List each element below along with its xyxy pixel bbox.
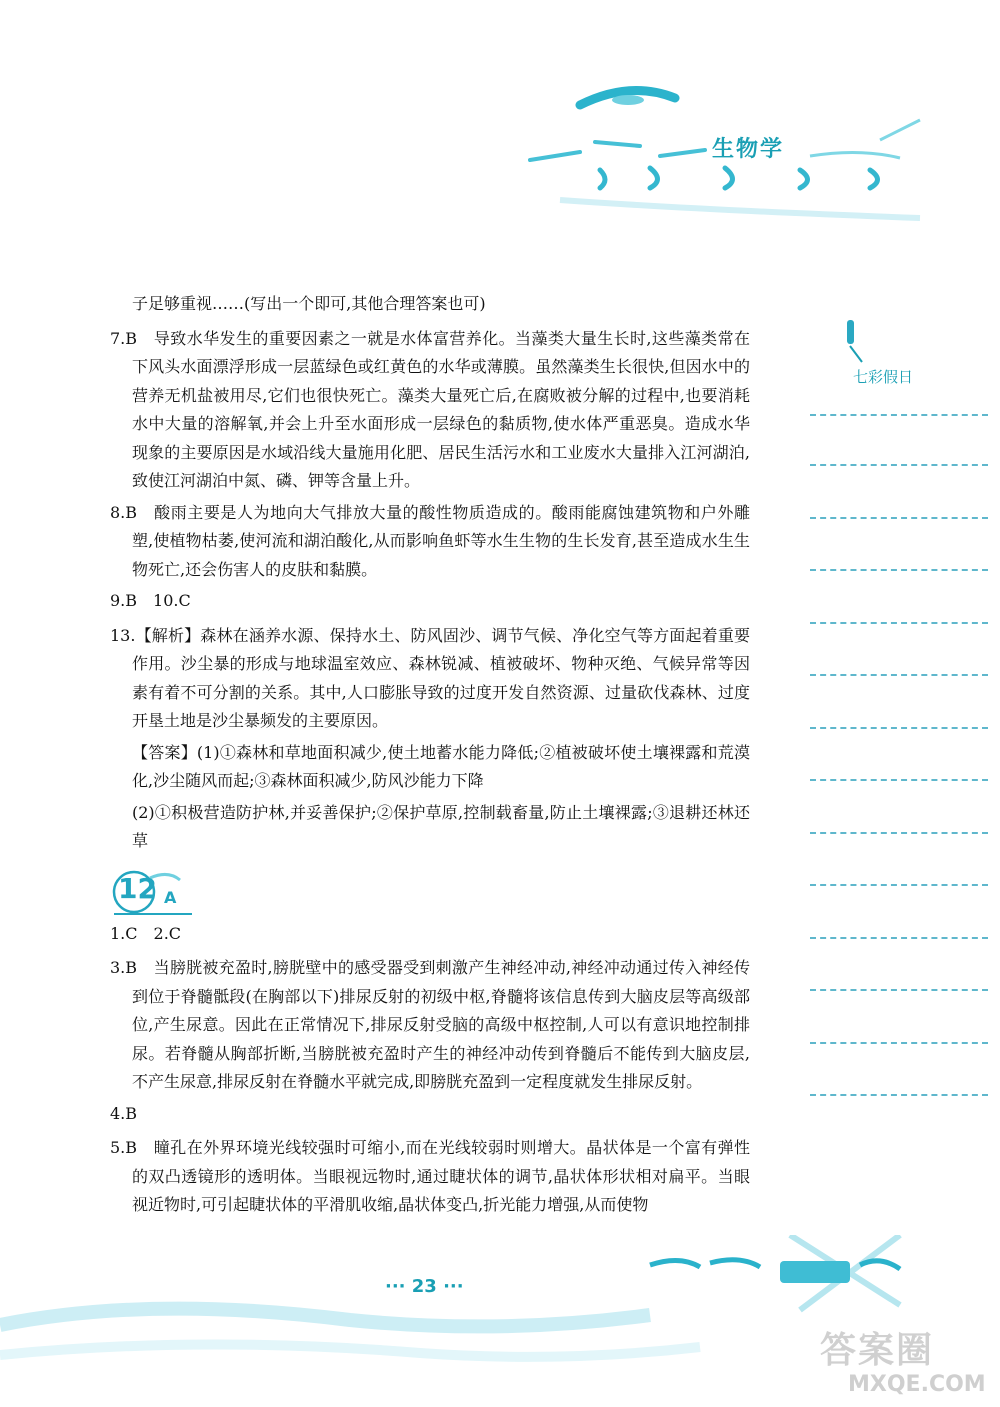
note-line: [810, 779, 988, 781]
answer-13-part2: (2)①积极营造防护林,并妥善保护;②保护草原,控制载畜量,防止土壤裸露;③退耕还林还草: [132, 802, 750, 850]
note-line: [810, 464, 988, 466]
note-line: [810, 674, 988, 676]
answer-1-2: 1.C 2.C: [110, 923, 182, 943]
answer-continuation: 子足够重视……(写出一个即可,其他合理答案也可): [132, 294, 486, 313]
note-line: [810, 622, 988, 624]
pen-icon: [842, 318, 932, 368]
note-line: [810, 517, 988, 519]
note-line: [810, 1042, 988, 1044]
sidebar-brand-label: 七彩假日: [853, 368, 914, 386]
answer-content: [110, 290, 750, 1223]
subject-title: 生物学: [712, 137, 785, 162]
note-line: [810, 414, 988, 416]
note-line: [810, 989, 988, 991]
watermark-logo: 答案圈: [820, 1330, 935, 1371]
page-number: ··· 23 ···: [385, 1276, 464, 1297]
answer-4: 4.B: [110, 1103, 138, 1123]
note-line: [810, 884, 988, 886]
answer-9-10: 9.B 10.C: [110, 591, 191, 610]
section-number: 12: [118, 871, 157, 905]
note-line: [810, 569, 988, 571]
answer-5: 5.B 瞳孔在外界环境光线较强时可缩小,而在光线较弱时则增大。晶状体是一个富有弹性的双凸透镜形的透明体。当眼视远物时,通过睫状体的调节,晶状体形状相对扁平。当眼视近物时,可引起睫状体的平滑肌收缩,晶状体变凸,折光能力增强,从而使物: [110, 1138, 750, 1214]
answer-3: 3.B 当膀胱被充盈时,膀胱壁中的感受器受到刺激产生神经冲动,神经冲动通过传入神经传到位于脊髓骶段(在胸部以下)排尿反射的初级中枢,脊髓将该信息传到大脑皮层等高级部位,产生尿意。因此在正常情况下,排尿反射受脑的高级中枢控制,人可以有意识地控制排尿。若脊髓从胸部折断,当膀胱被充盈时产生的神经冲动传到脊髓后不能传到大脑皮层,不产生尿意,排尿反射在脊髓水平就完成,即膀胱充盈到一定程度就发生排尿反射。: [110, 958, 750, 1091]
section-badge: [110, 870, 750, 916]
answer-8: 8.B 酸雨主要是人为地向大气排放大量的酸性物质造成的。酸雨能腐蚀建筑物和户外雕塑,使植物枯萎,使河流和湖泊酸化,从而影响鱼虾等水生生物的生长发育,甚至造成水生生物死亡,还会伤害人的皮肤和黏膜。: [110, 502, 750, 579]
note-line: [810, 1094, 988, 1096]
note-line: [810, 727, 988, 729]
note-line: [810, 832, 988, 834]
answer-13-analysis: 13.【解析】森林在涵养水源、保持水土、防风固沙、调节气候、净化空气等方面起着重要作用。沙尘暴的形成与地球温室效应、森林锐减、植被破坏、物种灭绝、气候异常等因素有着不可分割的关系。其中,人口膨胀导致的过度开发自然资源、过量砍伐森林、过度开垦土地是沙尘暴频发的主要原因。: [110, 625, 750, 730]
answer-13-part1: 【答案】(1)①森林和草地面积减少,使土地蓄水能力降低;②植被破坏使土壤裸露和荒漠化,沙尘随风而起;③森林面积减少,防风沙能力下降: [132, 742, 750, 790]
watermark-url: MXQE.COM: [848, 1372, 986, 1397]
section-letter: A: [164, 887, 177, 907]
note-line: [810, 937, 988, 939]
answer-7: 7.B 导致水华发生的重要因素之一就是水体富营养化。当藻类大量生长时,这些藻类常在下风头水面漂浮形成一层蓝绿色或红黄色的水华或薄膜。虽然藻类生长很快,但因水中的营养无机盐被用尽,它们也很快死亡。藻类大量死亡后,在腐败被分解的过程中,也要消耗水中大量的溶解氧,并会上升至水面形成一层绿色的黏质物,使水体严重恶臭。造成水华现象的主要原因是水域沿线大量施用化肥、居民生活污水和工业废水大量排入江河湖泊,致使江河湖泊中氮、磷、钾等含量上升。: [110, 328, 750, 490]
